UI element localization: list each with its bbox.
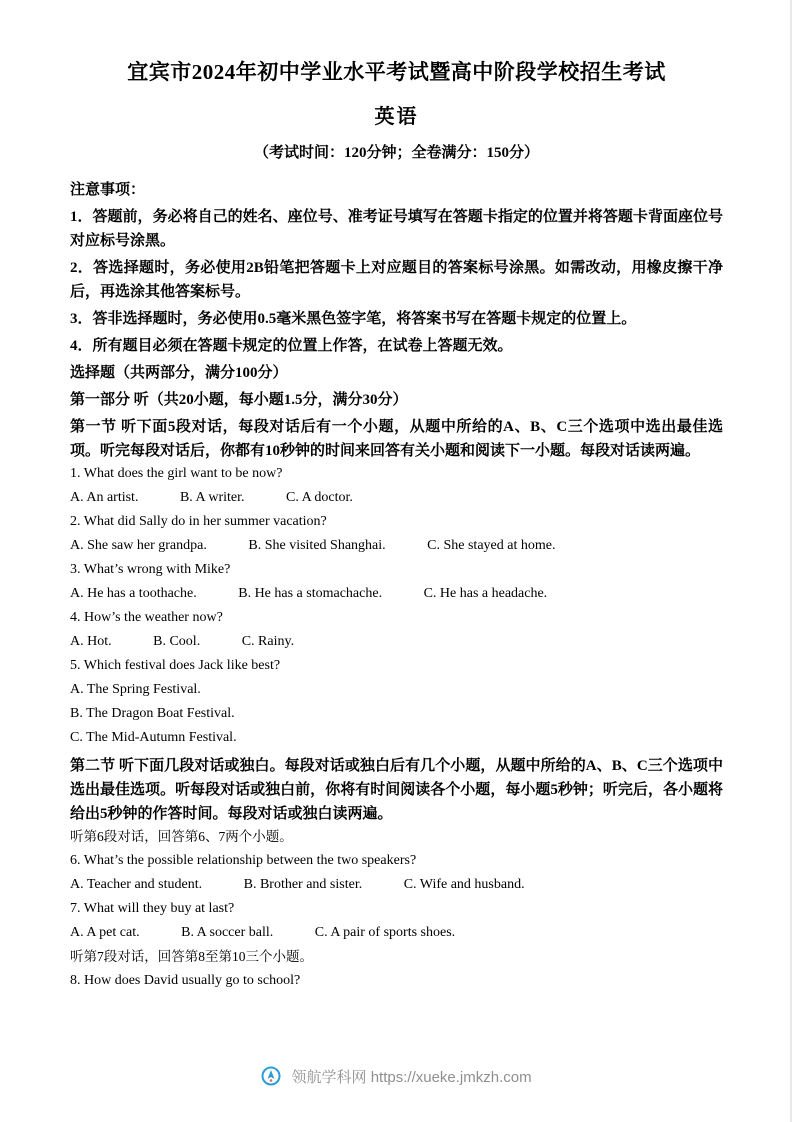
option-a: A. He has a toothache. <box>70 586 197 601</box>
notice-item-3: 3．答非选择题时，务必使用0.5毫米黑色签字笔，将答案书写在答题卡规定的位置上。 <box>70 311 637 327</box>
question-1-options <box>70 490 723 505</box>
option-a: A. A pet cat. <box>70 925 140 940</box>
notice-item-1: 1．答题前，务必将自己的姓名、座位号、准考证号填写在答题卡指定的位置并将答题卡背面座位号对应标号涂黑。 <box>70 209 723 249</box>
subject-title: 英语 <box>374 106 419 128</box>
exam-title: 宜宾市2024年初中学业水平考试暨高中阶段学校招生考试 <box>127 60 666 84</box>
question-6-text: 6. What’s the possible relationship between the two speakers? <box>70 853 417 868</box>
notice-item-2: 2．答选择题时，务必使用2B铅笔把答题卡上对应题目的答案标号涂黑。如需改动，用橡皮擦干净后，再选涂其他答案标号。 <box>70 260 723 300</box>
footer <box>0 1066 793 1087</box>
question-7-text: 7. What will they buy at last? <box>70 901 235 916</box>
option-a: A. Hot. <box>70 634 112 649</box>
notice-item-4: 4．所有题目必须在答题卡规定的位置上作答，在试卷上答题无效。 <box>70 338 513 354</box>
question-5-option-a: A. The Spring Festival. <box>70 682 201 697</box>
option-b: B. He has a stomachache. <box>238 586 383 601</box>
question-5-text: 5. Which festival does Jack like best? <box>70 658 281 673</box>
option-a: A. Teacher and student. <box>70 877 203 892</box>
listening-note-dialog7: 听第7段对话，回答第8至第10三个小题。 <box>70 949 313 964</box>
question-3-text: 3. What’s wrong with Mike? <box>70 562 231 577</box>
question-4-options <box>70 634 723 649</box>
question-7-options <box>70 925 723 940</box>
option-c: C. He has a headache. <box>423 586 548 601</box>
site-logo-icon <box>261 1066 281 1086</box>
option-c: C. A pair of sports shoes. <box>314 925 456 940</box>
question-1-text: 1. What does the girl want to be now? <box>70 466 283 481</box>
question-5-option-c: C. The Mid-Autumn Festival. <box>70 730 237 745</box>
footer-site-text: 领航学科网 https://xueke.jmkzh.com <box>291 1069 532 1086</box>
question-6-options <box>70 877 723 892</box>
question-2-options <box>70 538 723 553</box>
option-c: C. Rainy. <box>241 634 295 649</box>
heading-part1: 第一部分 听（共20小题，每小题1.5分，满分30分） <box>70 392 408 408</box>
option-b: B. Brother and sister. <box>243 877 363 892</box>
question-4-text: 4. How’s the weather now? <box>70 610 223 625</box>
option-a: A. She saw her grandpa. <box>70 538 207 553</box>
option-a: A. An artist. <box>70 490 139 505</box>
option-b: B. A writer. <box>179 490 245 505</box>
question-2-text: 2. What did Sally do in her summer vacation? <box>70 514 327 529</box>
notice-heading: 注意事项： <box>70 182 146 198</box>
heading-part1-section2: 第二节 听下面几段对话或独白。每段对话或独白后有几个小题，从题中所给的A、B、C三个选项中选出最佳选项。听每段对话或独白前，你将有时间阅读各个小题，每小题5秒钟；听完后，各小题将给出5秒钟的作答时间。每段对话或独白读两遍。 <box>70 758 723 822</box>
option-c: C. A doctor. <box>286 490 353 505</box>
listening-note-dialog6: 听第6段对话，回答第6、7两个小题。 <box>70 829 293 844</box>
option-b: B. Cool. <box>153 634 201 649</box>
heading-part1-section1: 第一节 听下面5段对话，每段对话后有一个小题，从题中所给的A、B、C三个选项中选出最佳选项。听完每段对话后，你都有10秒钟的时间来回答有关小题和阅读下一小题。每段对话读两遍。 <box>70 419 723 459</box>
exam-info: （考试时间：120分钟；全卷满分：150分） <box>253 145 539 161</box>
question-8-text: 8. How does David usually go to school? <box>70 973 301 988</box>
option-b: B. A soccer ball. <box>181 925 274 940</box>
question-5-option-b: B. The Dragon Boat Festival. <box>70 706 235 721</box>
option-b: B. She visited Shanghai. <box>248 538 386 553</box>
heading-choice-section: 选择题（共两部分，满分100分） <box>70 365 288 381</box>
option-c: C. She stayed at home. <box>427 538 556 553</box>
question-3-options <box>70 586 723 601</box>
option-c: C. Wife and husband. <box>403 877 525 892</box>
